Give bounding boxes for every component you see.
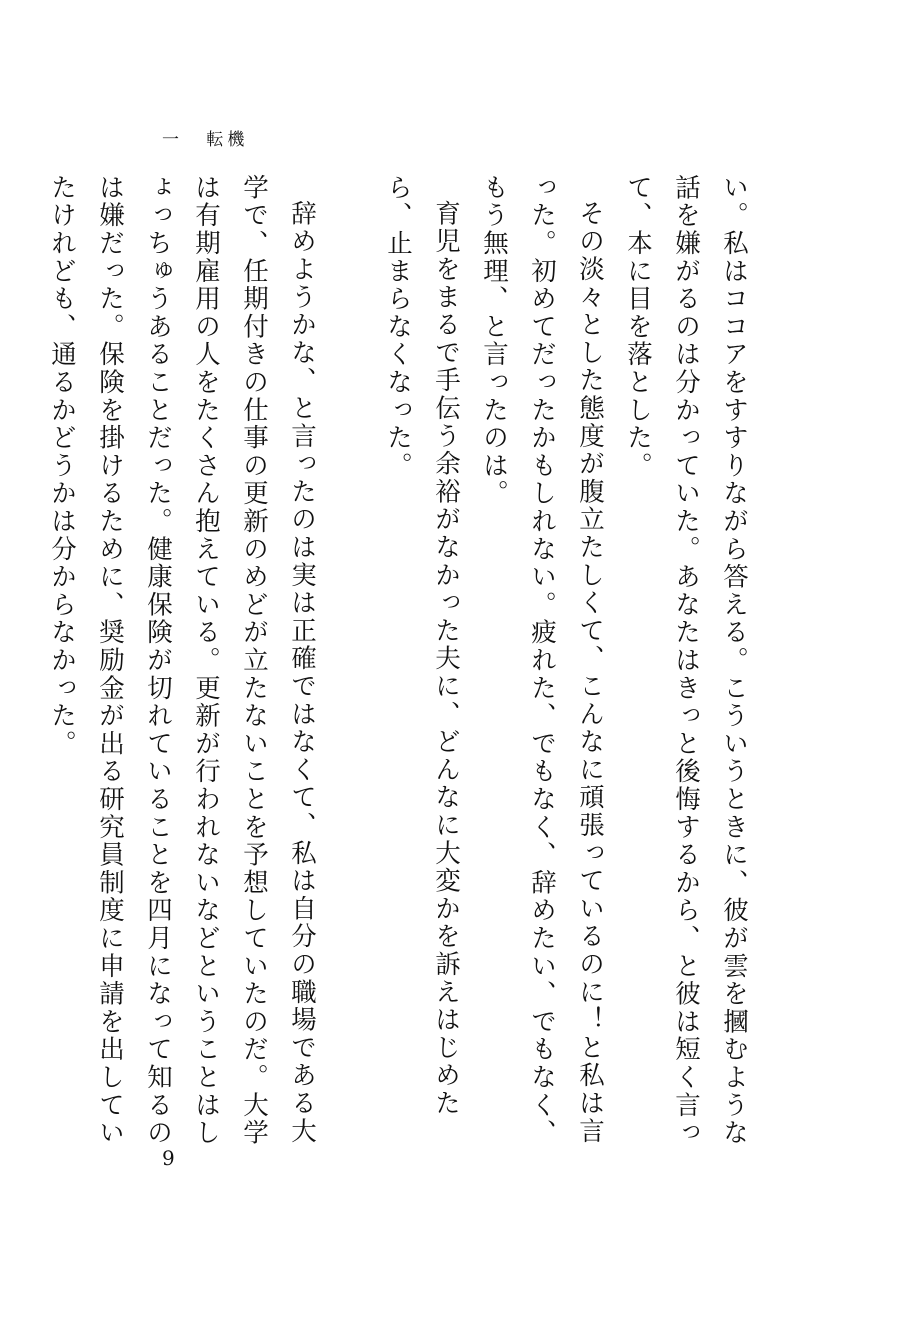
page-number: 9 — [162, 1146, 175, 1170]
paragraph-3: 育児をまるで手伝う余裕がなかった夫に、どんなに大変かを訴えはじめたら、止まらなくなった。 — [383, 174, 461, 1117]
paragraph-4: 辞めようかな、と言ったのは実は正確ではなくて、私は自分の職場である大学で、任期付きの仕事の更新のめどが立たないことを予想していたのだ。大学は有期雇用の人をたくさん抱えている。更新が行われないなどということはしょっちゅうあることだった。健康保険が切れていることを四月になって知るのは嫌だった。保険を掛けるために、奨励金が出る研究員制度に申請を出していたけれども、通るかどうかは分からなかった。 — [47, 174, 317, 1147]
vertical-body-text — [38, 174, 758, 1154]
running-head — [162, 125, 248, 150]
running-head-dash: 一 — [162, 130, 183, 150]
paragraph-1: い。私はココアをすすりながら答える。こういうときに、彼が雲を摑むような話を嫌がるのは分かっていた。あなたはきっと後悔するから、と彼は短く言って、本に目を落とした。 — [623, 174, 749, 1147]
paragraph-2: その淡々とした態度が腹立たしくて、こんなに頑張っているのに！と私は言った。初めてだったかもしれない。疲れた、でもなく、辞めたい、でもなく、もう無理、と言ったのは。 — [479, 174, 605, 1147]
chapter-title: 転機 — [206, 130, 249, 150]
section-break — [326, 174, 374, 1154]
